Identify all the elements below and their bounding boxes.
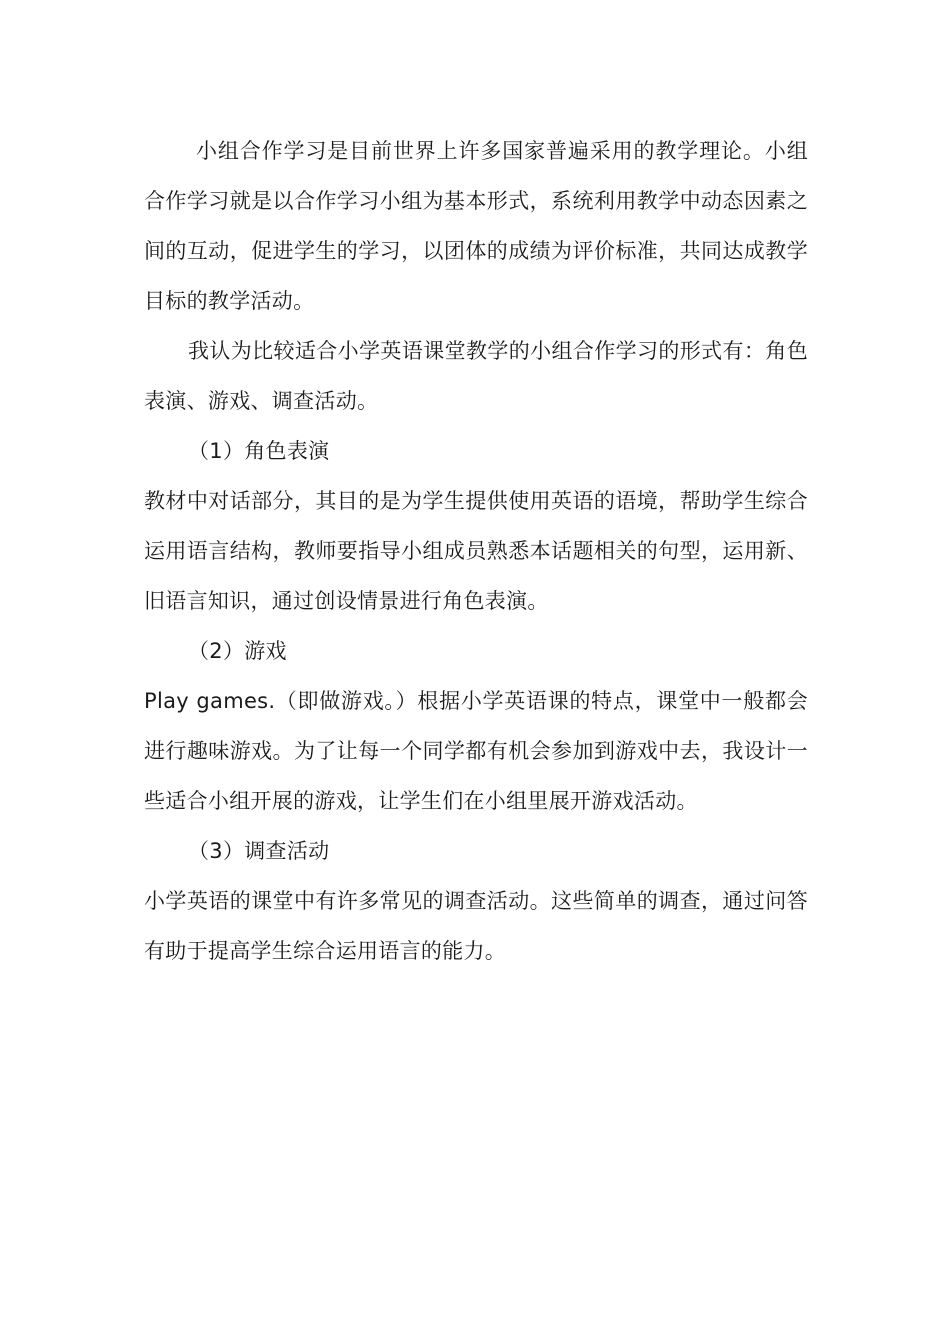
role-play-paragraph: 教材中对话部分，其目的是为学生提供使用英语的语境，帮助学生综合运用语言结构，教师要指导小组成员熟悉本话题相关的句型，运用新、旧语言知识，通过创设情景进行角色表演。: [144, 489, 808, 613]
forms-paragraph: 我认为比较适合小学英语课堂教学的小组合作学习的形式有：角色表演、游戏、调查活动。: [144, 339, 808, 413]
intro-paragraph: 小组合作学习是目前世界上许多国家普遍采用的教学理论。小组合作学习就是以合作学习小组为基本形式，系统利用教学中动态因素之间的互动，促进学生的学习，以团体的成绩为评价标准，共同达成教学目标的教学活动。: [144, 139, 808, 313]
section-heading-role-play: （1）角色表演: [188, 439, 330, 463]
section-heading-games: （2）游戏: [188, 639, 287, 663]
document-body: [144, 126, 808, 976]
survey-paragraph: 小学英语的课堂中有许多常见的调查活动。这些简单的调查，通过问答有助于提高学生综合运用语言的能力。: [144, 889, 808, 963]
section-heading-survey: （3）调查活动: [188, 839, 330, 863]
games-paragraph: Play games.（即做游戏。）根据小学英语课的特点，课堂中一般都会进行趣味游戏。为了让每一个同学都有机会参加到游戏中去，我设计一些适合小组开展的游戏，让学生们在小组里展开游戏活动。: [144, 689, 808, 813]
